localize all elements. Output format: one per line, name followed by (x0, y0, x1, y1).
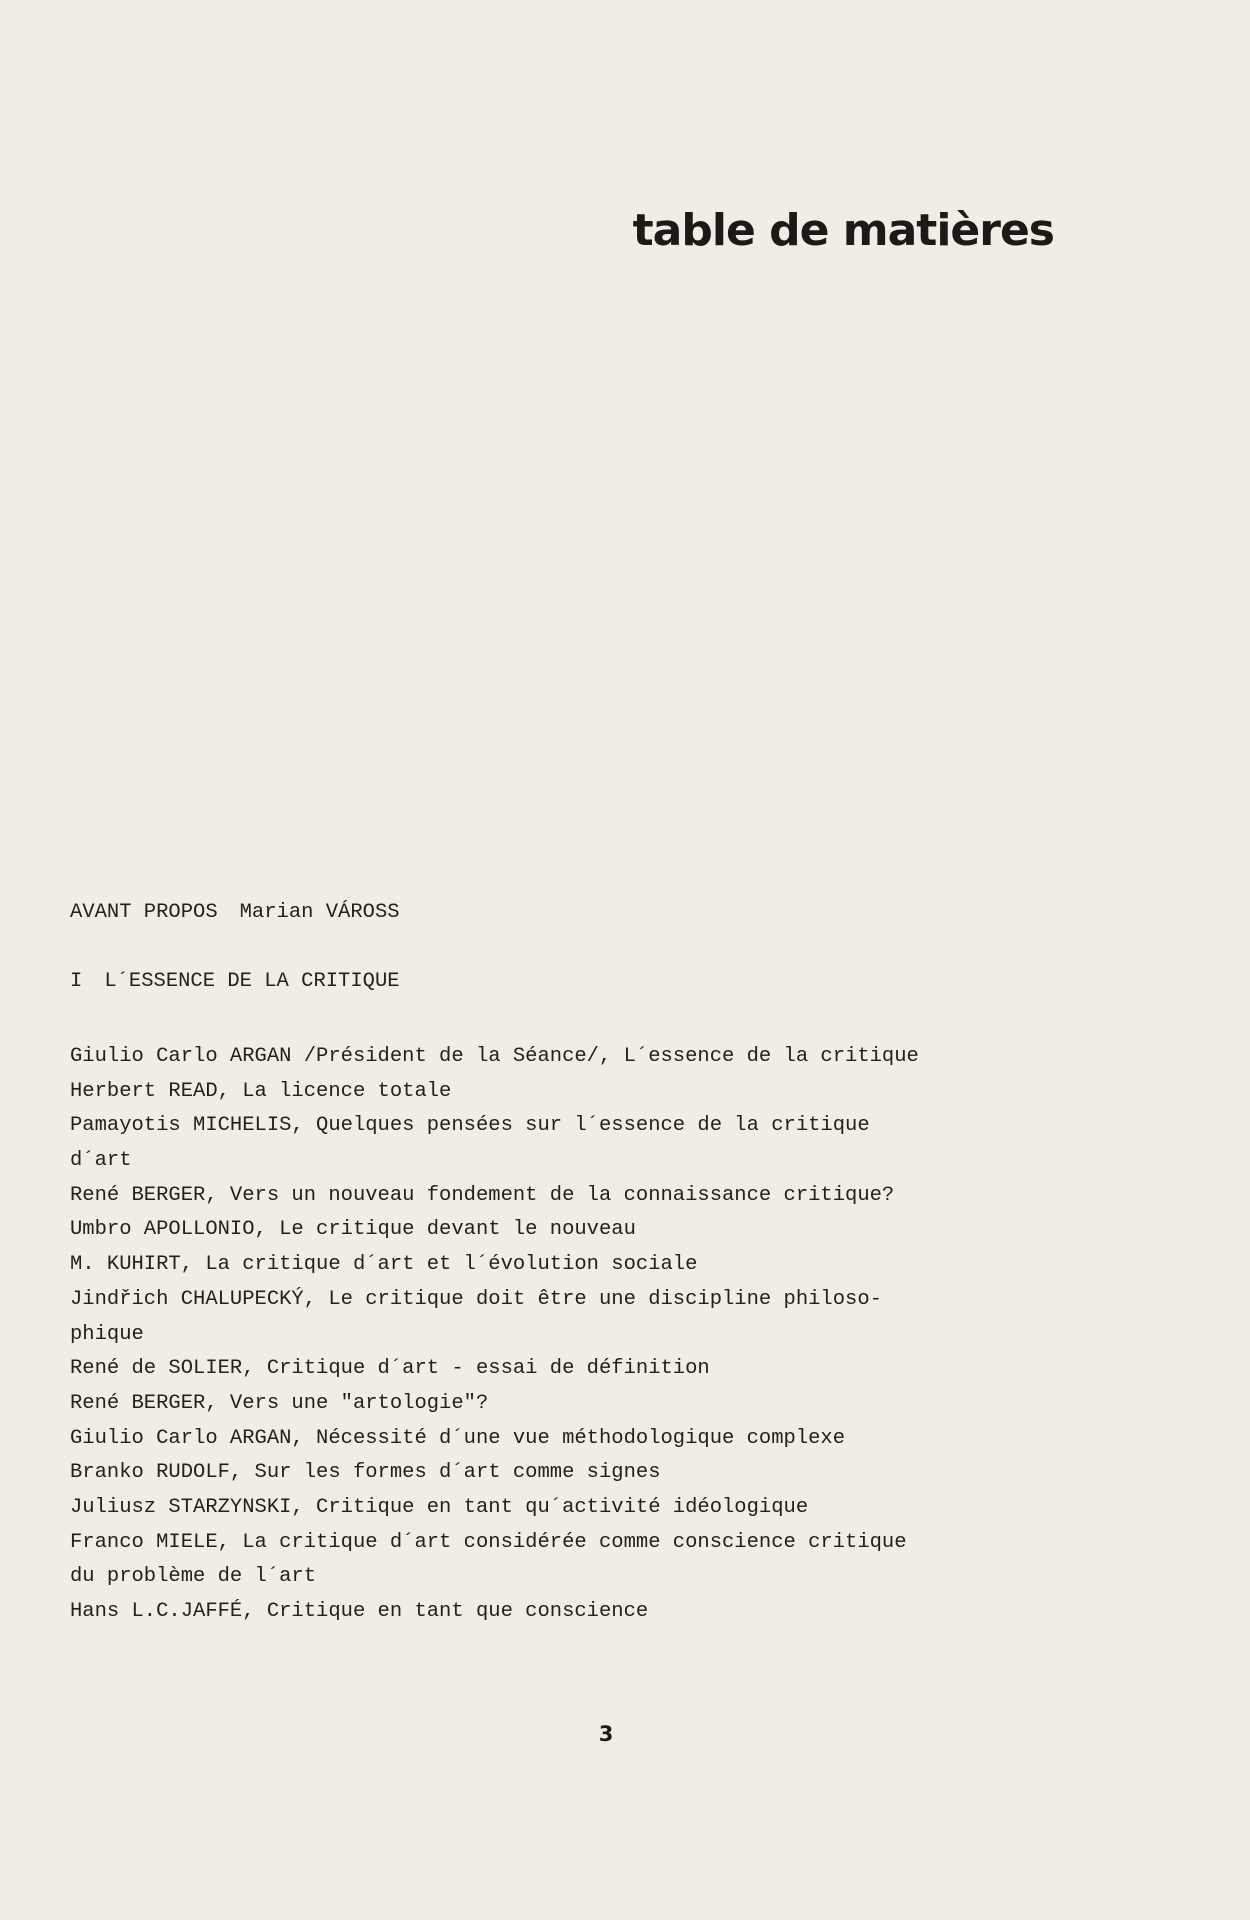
contents-line: Hans L.C.JAFFÉ, Critique en tant que conscience (70, 1600, 649, 1623)
contents-line: René de SOLIER, Critique d´art - essai de définition (70, 1357, 710, 1381)
section-number: I (70, 970, 83, 993)
contents-line: René BERGER, Vers une "artologie"? (70, 1391, 489, 1415)
contents-line: d´art (70, 1149, 132, 1173)
contents-line: du problème de l´art (70, 1565, 317, 1589)
contents-line: Umbro APOLLONIO, Le critique devant le nouveau (70, 1218, 636, 1242)
contents-line: Pamayotis MICHELIS, Quelques pensées sur l´essence de la critique (70, 1114, 870, 1138)
contents-line: Branko RUDOLF, Sur les formes d´art comme signes (70, 1461, 661, 1485)
contents-line: Jindřich CHALUPECKÝ, Le critique doit être une discipline philoso- (70, 1287, 882, 1311)
avant-propos-author: Marian VÁROSS (239, 901, 400, 924)
contents-line: Giulio Carlo ARGAN /Président de la Séance/, L´essence de la critique (70, 1045, 919, 1068)
contents-line: phique (70, 1322, 144, 1346)
contents-list (70, 1040, 919, 1630)
section-title: L´ESSENCE DE LA CRITIQUE (104, 970, 400, 993)
contents-line: M. KUHIRT, La critique d´art et l´évolution sociale (70, 1253, 698, 1277)
contents-line: René BERGER, Vers un nouveau fondement de la connaissance critique? (70, 1183, 895, 1207)
avant-propos-label: AVANT PROPOS (70, 901, 218, 924)
page-number: 3 (598, 1722, 614, 1746)
contents-line: Herbert READ, La licence totale (70, 1079, 452, 1103)
contents-line: Giulio Carlo ARGAN, Nécessité d´une vue méthodologique complexe (70, 1426, 846, 1450)
section-heading (70, 970, 400, 993)
avant-propos-entry (70, 901, 400, 924)
contents-line: Juliusz STARZYNSKI, Critique en tant qu´activité idéologique (70, 1495, 809, 1519)
contents-line: Franco MIELE, La critique d´art considérée comme conscience critique (70, 1530, 907, 1554)
page-title: table de matières (632, 205, 1054, 256)
